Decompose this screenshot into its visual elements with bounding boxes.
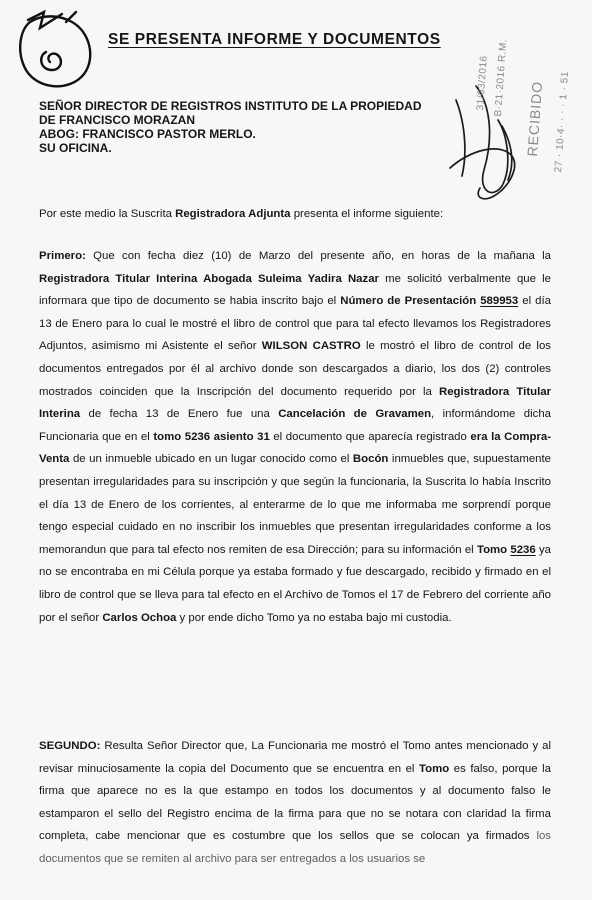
p1-bold-bocon: Bocón bbox=[352, 453, 389, 466]
addressee-line-2: DE FRANCISCO MORAZAN bbox=[39, 113, 195, 127]
p1-text: Que con fecha diez (10) de Marzo del presente año, en horas de la mañana la bbox=[85, 250, 551, 262]
stamp-line-a: B·21·2016 R.M. bbox=[492, 38, 510, 117]
p1-text: ya no se encontraba en mi Célula porque ya estaba formado y fue descargado, recibido y firmado en el libro de control que se lleva para tal efecto en el Archivo de Tomos el 17 de Febrero del corriente año por el señor bbox=[39, 543, 551, 624]
p1-bold-name: Registradora Titular Interina Abogada Suleima Yadira Nazar bbox=[39, 272, 379, 285]
stamp-date-text: 31/03/2016 bbox=[474, 55, 490, 111]
addressee-line-4: SU OFICINA. bbox=[39, 141, 112, 155]
stamp-received-text: RECIBIDO bbox=[524, 80, 546, 157]
intro-paragraph bbox=[39, 207, 551, 221]
addressee-block bbox=[39, 99, 421, 155]
p2-heading: SEGUNDO: bbox=[39, 740, 101, 752]
paragraph-primero bbox=[39, 245, 551, 629]
p1-text: me solicitó verbalmente que le informara que tipo de documento se habia inscrito bajo el bbox=[39, 272, 551, 308]
p1-text: le mostró el libro de control de los documentos entregados por él al archivo donde son descargados a diario, los dos (2) controles mostrados coinciden que la Inscripción del documento requerido por la bbox=[39, 340, 551, 398]
p1-text: y por ende dicho Tomo ya no estaba bajo mi custodia. bbox=[176, 611, 452, 624]
p1-heading: Primero: bbox=[39, 250, 86, 262]
p1-bold-tomo: tomo 5236 asiento 31 bbox=[153, 430, 270, 443]
p1-bold-compraventa: era la Compra-Venta bbox=[39, 430, 551, 466]
p2-text: es falso, porque la firma que aparece no es la que estampo en todos los documentos y al documento falso le estamparon el sello del Registro encima de la firma para que no se notara con claridad la firma completa, cabe mencionar que es costumbre que los sellos que se colocan ya firmados bbox=[39, 762, 551, 843]
p1-bold-carlos: Carlos Ochoa bbox=[102, 611, 177, 624]
p2-text: Resulta Señor Director que, La Funcionaria me mostró el Tomo antes mencionado y al revisar minuciosamente la copia del Documento que se encuentra en el bbox=[39, 740, 551, 775]
addressee-line-1: SEÑOR DIRECTOR DE REGISTROS INSTITUTO DE LA PROPIEDAD bbox=[39, 99, 422, 113]
circled-number-mark bbox=[20, 12, 90, 86]
p1-text: de un inmueble ubicado en un lugar conocido como el bbox=[69, 453, 353, 466]
p1-text: el día 13 de Enero para lo cual le mostré el libro de control que para tal efecto llevamos los Registradores Adjuntos, asimismo mi Asistente el señor bbox=[39, 295, 551, 353]
intro-role: Registradora Adjunta bbox=[175, 208, 291, 220]
paragraph-segundo bbox=[39, 735, 551, 871]
p1-text: de fecha 13 de Enero fue una bbox=[80, 408, 279, 421]
intro-text-c: presenta el informe siguiente: bbox=[290, 208, 444, 220]
document-title: SE PRESENTA INFORME Y DOCUMENTOS bbox=[108, 31, 441, 48]
p1-text: , informándome dicha Funcionaria que en el bbox=[39, 408, 551, 443]
p2-cut-line: los documentos que se remiten al archivo para ser entregados a los usuarios se bbox=[39, 830, 551, 865]
p1-tomo-number: 5236 bbox=[510, 543, 536, 556]
p1-presentation-number: 589953 bbox=[480, 295, 519, 308]
p1-bold-tomo-label: Tomo bbox=[476, 543, 511, 556]
p1-text: el documento que aparecía registrado bbox=[269, 430, 471, 443]
p1-bold-assistant: WILSON CASTRO bbox=[261, 340, 361, 353]
stamp-marks: 27 · 10·4· · · · 1 · 51 bbox=[552, 70, 572, 173]
p1-bold-registrar: Registradora Titular Interina bbox=[39, 385, 551, 421]
received-stamp bbox=[470, 4, 588, 174]
p1-bold-cancelacion: Cancelación de Gravamen bbox=[278, 408, 432, 421]
p1-bold-presentation: Número de Presentación bbox=[340, 295, 481, 308]
intro-text-a: Por este medio la Suscrita bbox=[39, 208, 176, 220]
p1-text: inmuebles que, supuestamente presentan irregularidades para su inscripción y que según la funcionaria, la Suscrita lo había Inscrito el día 13 de Enero de los corrientes, al enterarme de lo que me informaba me sorprendí porque tengo especial cuidado en no inscribir los inmuebles que presentan irregularidades conforme a los memorandun que para tal efecto nos remiten de esa Dirección; para su información el bbox=[39, 453, 551, 556]
p2-bold-tomo: Tomo bbox=[419, 762, 450, 775]
addressee-line-3: ABOG: FRANCISCO PASTOR MERLO. bbox=[39, 127, 256, 141]
